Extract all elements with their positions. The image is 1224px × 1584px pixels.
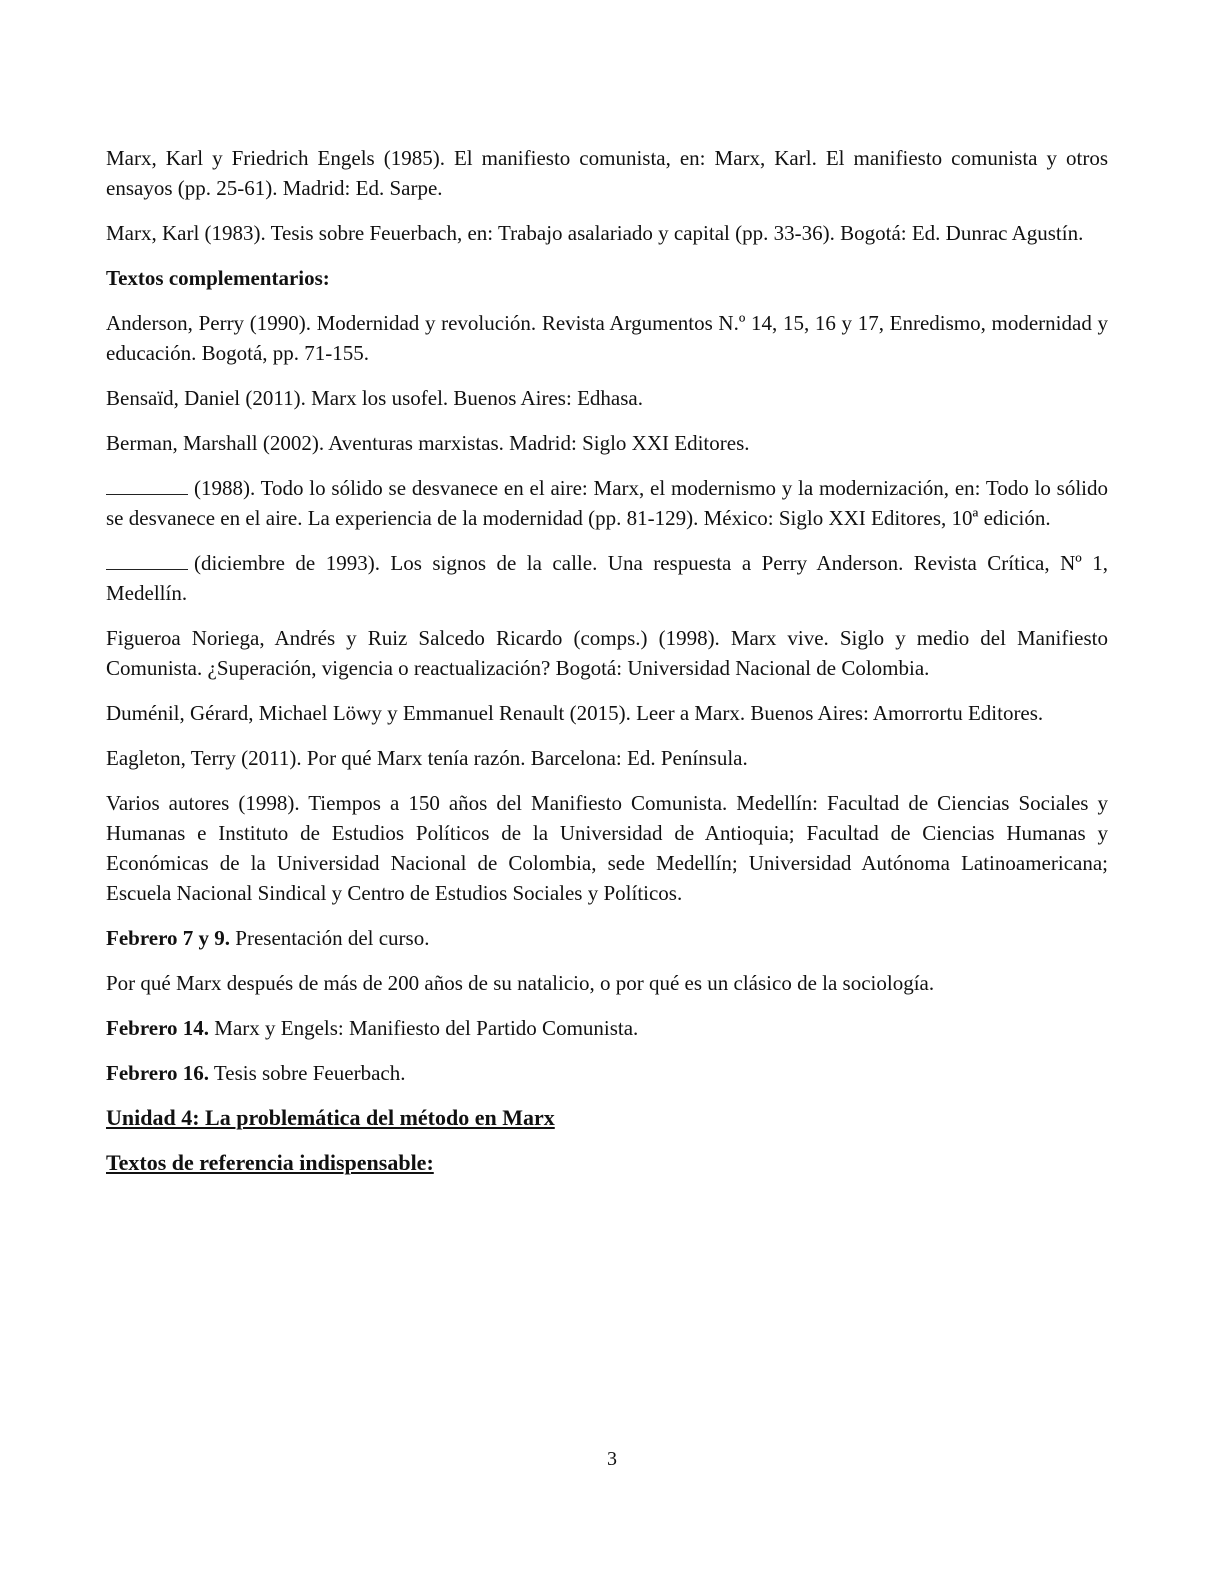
primary-references [106, 143, 1108, 248]
reference-entry [106, 623, 1108, 683]
reference-entry: Marx, Karl (1983). Tesis sobre Feuerbach, en: Trabajo asalariado y capital (pp. 33-36). Bogotá: Ed. Dunrac Agustín. [106, 221, 1084, 245]
reference-entry [106, 383, 1108, 413]
reference-entry [106, 548, 1108, 608]
session-text: Marx y Engels: Manifiesto del Partido Comunista. [209, 1016, 639, 1040]
ditto-line [106, 551, 188, 570]
session-entry [106, 968, 1108, 998]
reference-text: Berman, Marshall (2002). Aventuras marxistas. Madrid: Siglo XXI Editores. [106, 431, 750, 455]
complementary-references [106, 308, 1108, 908]
session-date: Febrero 7 y 9. [106, 926, 231, 950]
session-entry [106, 1058, 1108, 1088]
reference-text: Figueroa Noriega, Andrés y Ruiz Salcedo Ricardo (comps.) (1998). Marx vive. Siglo y medio del Manifiesto Comunista. ¿Superación, vigencia o reactualización? Bogotá: Universidad Nacional de Colombia. [106, 626, 1108, 680]
reference-entry [106, 698, 1108, 728]
reference-entry: Marx, Karl y Friedrich Engels (1985). El manifiesto comunista, en: Marx, Karl. El manifiesto comunista y otros ensayos (pp. 25-61). Madrid: Ed. Sarpe. [106, 146, 1108, 200]
reference-text: (diciembre de 1993). Los signos de la calle. Una respuesta a Perry Anderson. Revista Crítica, Nº 1, Medellín. [106, 551, 1108, 605]
reference-entry [106, 788, 1108, 908]
reference-text: Duménil, Gérard, Michael Löwy y Emmanuel Renault (2015). Leer a Marx. Buenos Aires: Amorrortu Editores. [106, 701, 1044, 725]
session-text: Tesis sobre Feuerbach. [209, 1061, 406, 1085]
reference-heading-text: Textos de referencia indispensable: [106, 1150, 434, 1175]
reference-text: (1988). Todo lo sólido se desvanece en el aire: Marx, el modernismo y la modernización, en: Todo lo sólido se desvanece en el aire. La experiencia de la modernidad (pp. 81-129). México: Siglo XXI Editores, 10ª edición. [106, 476, 1108, 530]
session-date: Febrero 14. [106, 1016, 210, 1040]
session-entry [106, 1013, 1108, 1043]
reference-entry [106, 308, 1108, 368]
page-number: 3 [607, 1448, 617, 1470]
session-date: Febrero 16. [106, 1061, 210, 1085]
reference-entry [106, 473, 1108, 533]
session-text: Por qué Marx después de más de 200 años de su natalicio, o por qué es un clásico de la sociología. [106, 971, 935, 995]
complementary-heading: Textos complementarios: [106, 266, 330, 290]
ditto-line [106, 476, 188, 495]
reference-entry [106, 743, 1108, 773]
document-body [106, 143, 1108, 1193]
reference-text: Anderson, Perry (1990). Modernidad y revolución. Revista Argumentos N.º 14, 15, 16 y 17, Enredismo, modernidad y educación. Bogotá, pp. 71-155. [106, 311, 1108, 365]
reference-heading [106, 1148, 1108, 1178]
session-entry [106, 923, 1108, 953]
sessions-list [106, 923, 1108, 1088]
session-text: Presentación del curso. [230, 926, 430, 950]
unit-heading [106, 1103, 1108, 1133]
reference-text: Bensaïd, Daniel (2011). Marx los usofel. Buenos Aires: Edhasa. [106, 386, 643, 410]
unit-heading-text: Unidad 4: La problemática del método en Marx [106, 1105, 555, 1130]
reference-entry [106, 428, 1108, 458]
reference-text: Varios autores (1998). Tiempos a 150 años del Manifiesto Comunista. Medellín: Facultad de Ciencias Sociales y Humanas e Instituto de Estudios Políticos de la Universidad de Antioquia; Facultad de Ciencias Humanas y Económicas de la Universidad Nacional de Colombia, sede Medellín; Universidad Autónoma Latinoamericana; Escuela Nacional Sindical y Centro de Estudios Sociales y Políticos. [106, 791, 1108, 905]
reference-text: Eagleton, Terry (2011). Por qué Marx tenía razón. Barcelona: Ed. Península. [106, 746, 748, 770]
